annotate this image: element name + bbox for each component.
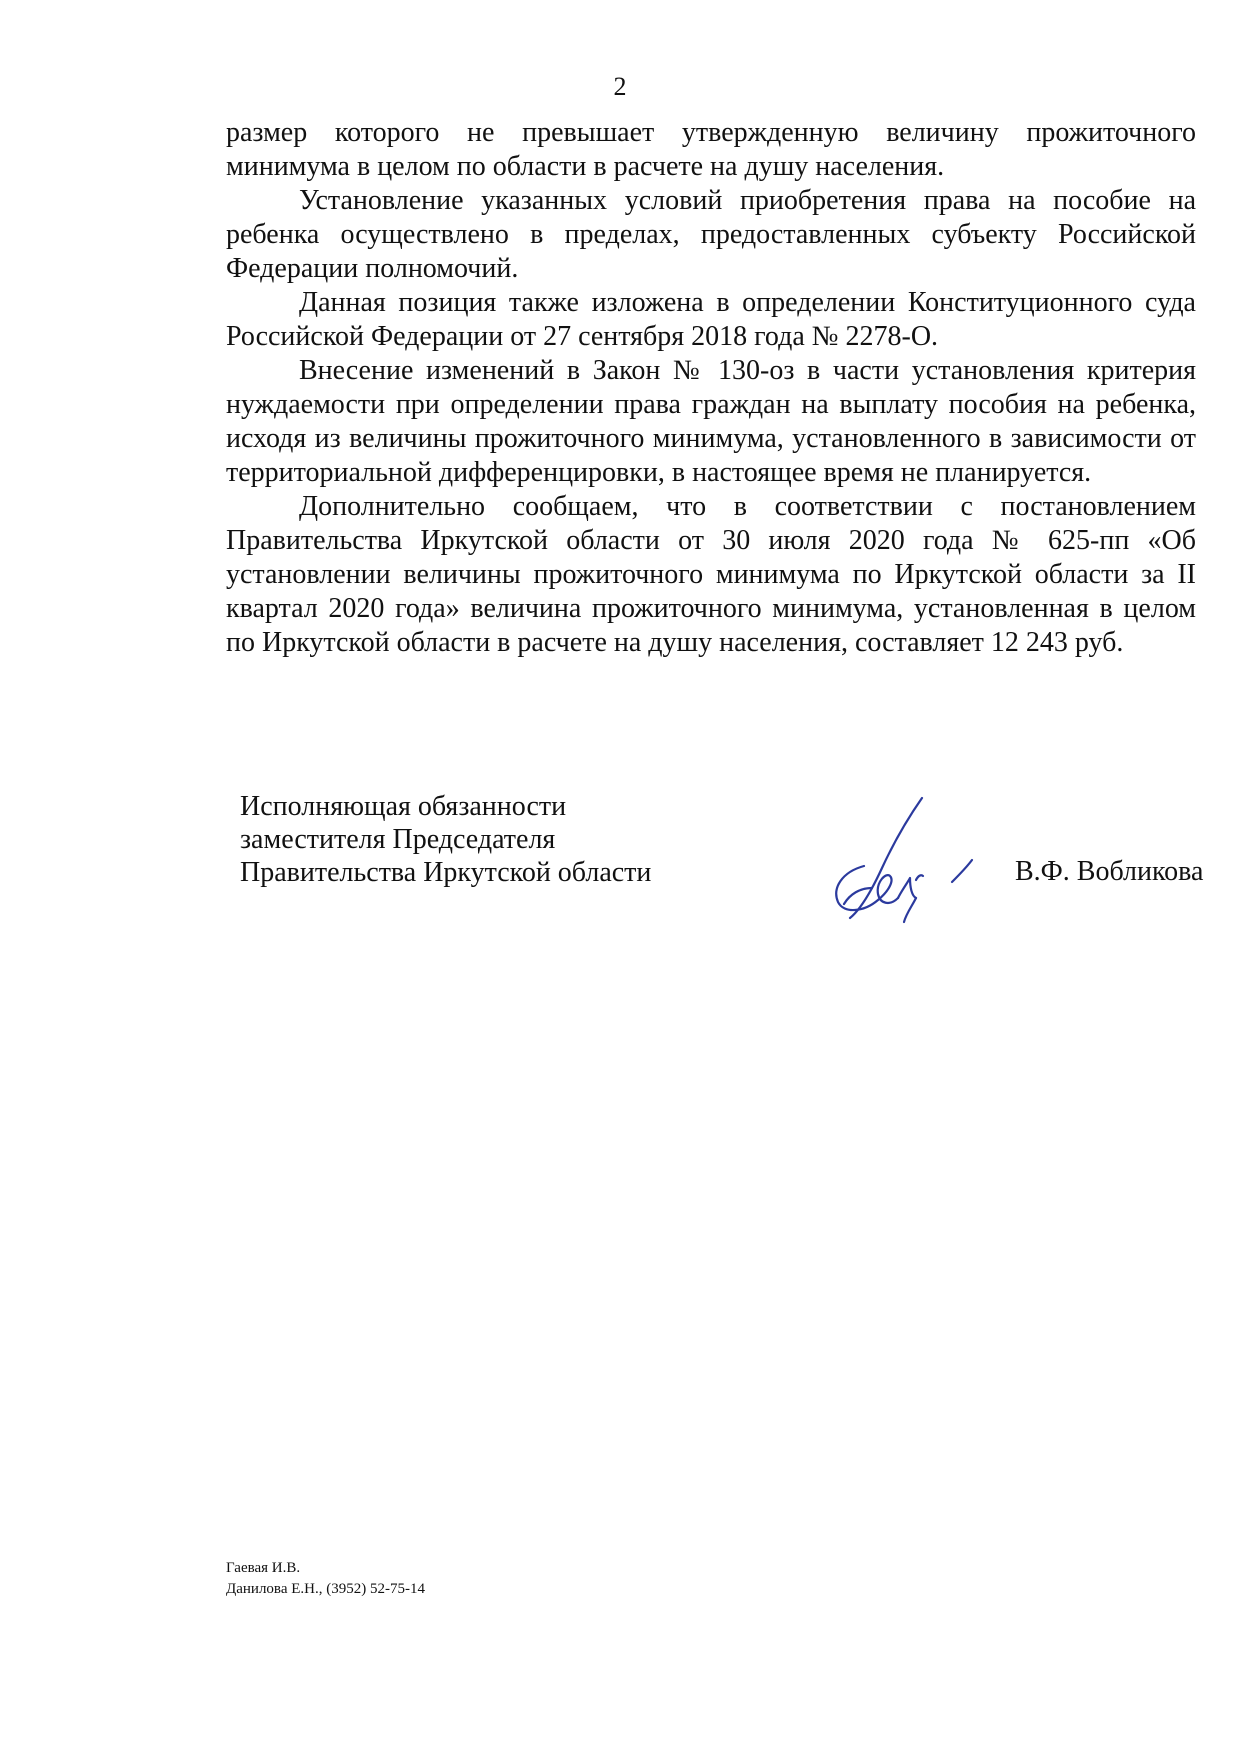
paragraph-continued: размер которого не превышает утвержденную величину прожиточного минимума в целом по области в расчете на душу населения. xyxy=(226,117,1196,182)
paragraph-law-amendments: Внесение изменений в Закон № 130-оз в части установления критерия нуждаемости при определении права граждан на выплату пособия на ребенка, исходя из величины прожиточного минимума, установленного в зависимости от территориальной дифференцировки, в настоящее время не планируется. xyxy=(226,355,1196,488)
executor-line: Данилова Е.Н., (3952) 52-75-14 xyxy=(226,1581,425,1597)
signatory-name: В.Ф. Вобликова xyxy=(1015,856,1204,887)
executor-line: Гаевая И.В. xyxy=(226,1560,301,1576)
signatory-position xyxy=(240,790,680,889)
position-line: заместителя Председателя xyxy=(240,824,556,855)
paragraph-subsistence-minimum: Дополнительно сообщаем, что в соответствии с постановлением Правительства Иркутской области от 30 июля 2020 года № 625-пп «Об установлении величины прожиточного минимума по Иркутской области за II квартал 2020 года» величина прожиточного минимума, установленная в целом по Иркутской области в расчете на душу населения, составляет 12 243 руб. xyxy=(226,491,1196,658)
handwritten-signature xyxy=(820,790,1000,940)
page-number: 2 xyxy=(613,72,627,101)
executor-contacts xyxy=(226,1558,425,1600)
paragraph-conditions: Установление указанных условий приобретения права на пособие на ребенка осуществлено в пределах, предоставленных субъекту Российской Федерации полномочий. xyxy=(226,185,1196,284)
paragraph-court-position: Данная позиция также изложена в определении Конституционного суда Российской Федерации от 27 сентября 2018 года № 2278-О. xyxy=(226,287,1196,352)
position-line: Правительства Иркутской области xyxy=(240,857,652,888)
letter-body xyxy=(226,116,1196,660)
position-line: Исполняющая обязанности xyxy=(240,791,567,822)
